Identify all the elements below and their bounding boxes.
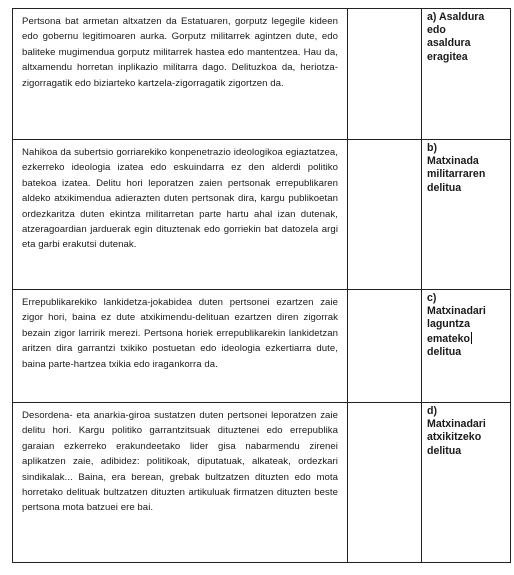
term-line-with-cursor[interactable] xyxy=(427,332,506,346)
matching-table xyxy=(12,8,511,563)
description-text: Errepublikarekiko lankidetza-jokabidea duten pertsonei ezartzen zaie zigor hori, baina ez dute atxikimendu-delituan ezartzen diren zigorrak bezain zigor larririk merezi. Pertsona horiek errepublikarekin lankidetzan aritzen dira garrantzi txikiko postuetan edo ideologia ezkertiarra dute, baina parte-hartzea txikia edo iragankorra da. xyxy=(22,297,338,370)
term-line: Matxinadari xyxy=(427,418,486,431)
term-cell xyxy=(422,9,511,140)
term-line: militarraren xyxy=(427,168,486,181)
term-label xyxy=(422,9,510,64)
term-line: c) xyxy=(427,292,437,304)
term-line: d) xyxy=(427,405,437,417)
term-cell xyxy=(422,140,511,290)
term-line: Matxinada xyxy=(427,155,479,168)
answer-blank-cell[interactable] xyxy=(348,403,422,563)
description-cell xyxy=(13,9,348,140)
description-cell xyxy=(13,403,348,563)
term-line: asaldura xyxy=(427,37,471,50)
term-line: edo xyxy=(427,24,446,37)
text-cursor xyxy=(471,332,472,344)
term-line: Matxinadari xyxy=(427,305,486,318)
term-label xyxy=(422,403,510,458)
term-cell xyxy=(422,403,511,563)
term-line: emateko xyxy=(427,332,470,345)
answer-blank-cell[interactable] xyxy=(348,140,422,290)
description-cell xyxy=(13,140,348,290)
table-row xyxy=(13,403,511,563)
term-label xyxy=(422,290,510,359)
term-line: delitua xyxy=(427,345,462,358)
term-line: laguntza xyxy=(427,318,470,331)
term-line: atxikitzeko xyxy=(427,431,482,444)
table-row xyxy=(13,140,511,290)
term-line: eragitea xyxy=(427,50,468,63)
description-text: Desordena- eta anarkia-giroa sustatzen duten pertsonei leporatzen zaie delitu hori. Kargu politiko garrantzitsuak dituztenei edo errepublika garaian ezkerreko erakundeetako lider gisa nabarmendu zirenei aplikatzen zaie, adibidez: politikoak, diputatuak, alkateak, ordezkari sindikalak... Baina, era berean, grebak bultzatzen dituzten edo mota horretako delituak bultzatzen dituzten artikuluak firmatzen dituzten beste pertsona mota batzuei ere bai. xyxy=(22,410,338,514)
term-label xyxy=(422,140,510,195)
description-text: Nahikoa da subertsio gorriarekiko konpenetrazio ideologikoa egiaztatzea, ezkerreko ideologia izatea edo eskuindarra ez den alderdi politiko batekoa izatea. Delitu hori leporatzen zaien pertsonak errepublikaren aldeko atxikimendua adierazten duten pertsonak dira, kargu publikoetan ordezkaritza duten ekintza militarretan parte hartu ahal izan dutenak, atzeragoardian jarduerak egin dituztenak edo gorriekin bat datozela argi eta garbi erakutsi dutenak. xyxy=(22,147,338,251)
description-text: Pertsona bat armetan altxatzen da Estatuaren, gorputz legegile kideen edo gobernu legitimoaren aurka. Gorputz militarrek agintzen dute, edo baliteke mugimendua gorputz militarrek hastea edo mantentzea. Hau da, altxamendu horretan inplikazio militarra dago. Delituzkoa da, heriotza-zigorragatik edo biziarteko kartzela-zigorragatik zigortzen da. xyxy=(22,16,338,89)
term-cell xyxy=(422,290,511,403)
term-line: delitua xyxy=(427,181,462,194)
term-line: a) Asaldura xyxy=(427,11,485,23)
answer-blank-cell[interactable] xyxy=(348,9,422,140)
answer-blank-cell[interactable] xyxy=(348,290,422,403)
table-row xyxy=(13,9,511,140)
description-cell xyxy=(13,290,348,403)
term-line: b) xyxy=(427,142,437,154)
term-line: delitua xyxy=(427,444,462,457)
table-row xyxy=(13,290,511,403)
